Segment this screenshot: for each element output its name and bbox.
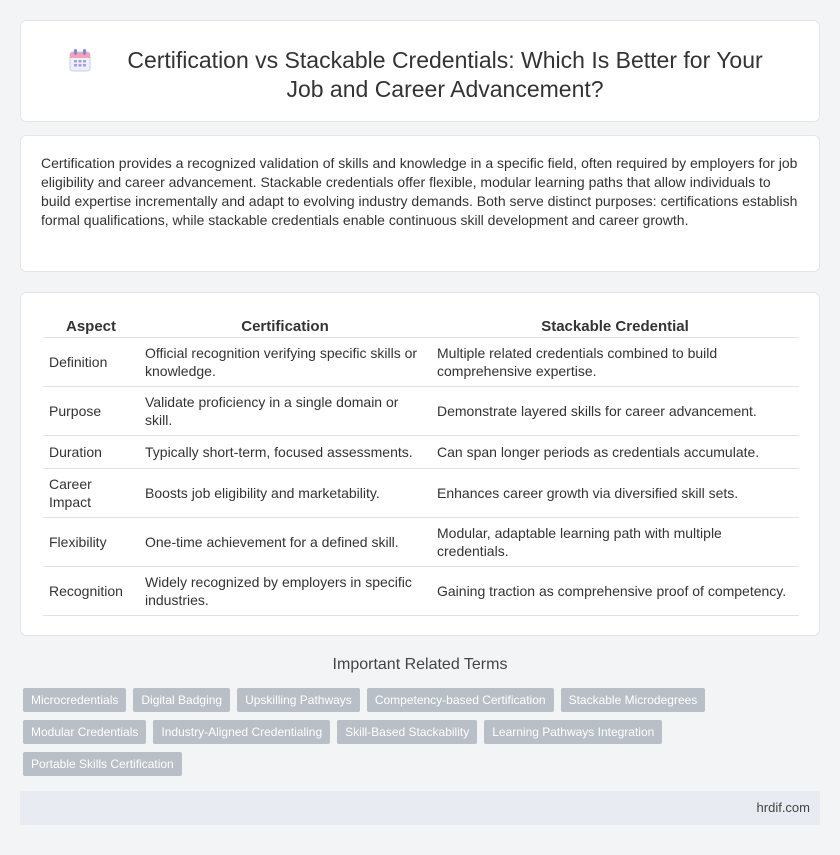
header-card	[20, 20, 820, 122]
table-cell: Can span longer periods as credentials accumulate.	[431, 435, 799, 468]
table-cell: Typically short-term, focused assessments.	[139, 435, 431, 468]
table-row	[43, 468, 799, 517]
header-stackable: Stackable Credential	[431, 315, 799, 337]
comparison-table	[43, 315, 799, 616]
table-cell: Demonstrate layered skills for career advancement.	[431, 386, 799, 435]
table-cell: Career Impact	[43, 468, 139, 517]
summary-text: Certification provides a recognized validation of skills and knowledge in a specific field, often required by employers for job eligibility and career advancement. Stackable credentials offer flexible, modular learning paths that allow individuals to build expertise incrementally and adapt to evolving industry demands. Both serve distinct purposes: certifications establish formal qualifications, while stackable credentials enable continuous skill development and career growth.	[41, 155, 798, 228]
tag-portable-skills-certification[interactable]: Portable Skills Certification	[23, 752, 182, 776]
table-cell: Definition	[43, 337, 139, 386]
header-certification: Certification	[139, 315, 431, 337]
table-row	[43, 435, 799, 468]
table-cell: Official recognition verifying specific skills or knowledge.	[139, 337, 431, 386]
tag-competency-based-certification[interactable]: Competency-based Certification	[367, 688, 554, 712]
header-aspect: Aspect	[43, 315, 139, 337]
tag-digital-badging[interactable]: Digital Badging	[133, 688, 230, 712]
page-title: Certification vs Stackable Credentials: Which Is Better for Your Job and Career Advancement?	[127, 47, 763, 102]
table-cell: Validate proficiency in a single domain or skill.	[139, 386, 431, 435]
footer	[20, 791, 820, 825]
table-cell: One-time achievement for a defined skill.	[139, 517, 431, 566]
table-cell: Boosts job eligibility and marketability.	[139, 468, 431, 517]
related-terms-title: Important Related Terms	[332, 656, 508, 673]
comparison-card	[20, 292, 820, 636]
table-row	[43, 337, 799, 386]
table-cell: Purpose	[43, 386, 139, 435]
table-cell: Flexibility	[43, 517, 139, 566]
table-cell: Modular, adaptable learning path with multiple credentials.	[431, 517, 799, 566]
table-cell: Widely recognized by employers in specific industries.	[139, 566, 431, 615]
table-header-row	[43, 315, 799, 337]
tag-learning-pathways-integration[interactable]: Learning Pathways Integration	[484, 720, 662, 744]
tag-microcredentials[interactable]: Microcredentials	[23, 688, 126, 712]
tag-modular-credentials[interactable]: Modular Credentials	[23, 720, 146, 744]
tag-stackable-microdegrees[interactable]: Stackable Microdegrees	[561, 688, 706, 712]
tag-upskilling-pathways[interactable]: Upskilling Pathways	[237, 688, 360, 712]
table-row	[43, 566, 799, 615]
tag-skill-based-stackability[interactable]: Skill-Based Stackability	[337, 720, 477, 744]
table-row	[43, 386, 799, 435]
tag-industry-aligned-credentialing[interactable]: Industry-Aligned Credentialing	[153, 720, 330, 744]
table-cell: Enhances career growth via diversified skill sets.	[431, 468, 799, 517]
table-row	[43, 517, 799, 566]
table-cell: Duration	[43, 435, 139, 468]
summary-card	[20, 135, 820, 272]
footer-site[interactable]: hrdif.com	[756, 800, 810, 815]
table-cell: Recognition	[43, 566, 139, 615]
table-cell: Multiple related credentials combined to build comprehensive expertise.	[431, 337, 799, 386]
table-cell: Gaining traction as comprehensive proof of competency.	[431, 566, 799, 615]
related-terms-list	[23, 688, 813, 776]
